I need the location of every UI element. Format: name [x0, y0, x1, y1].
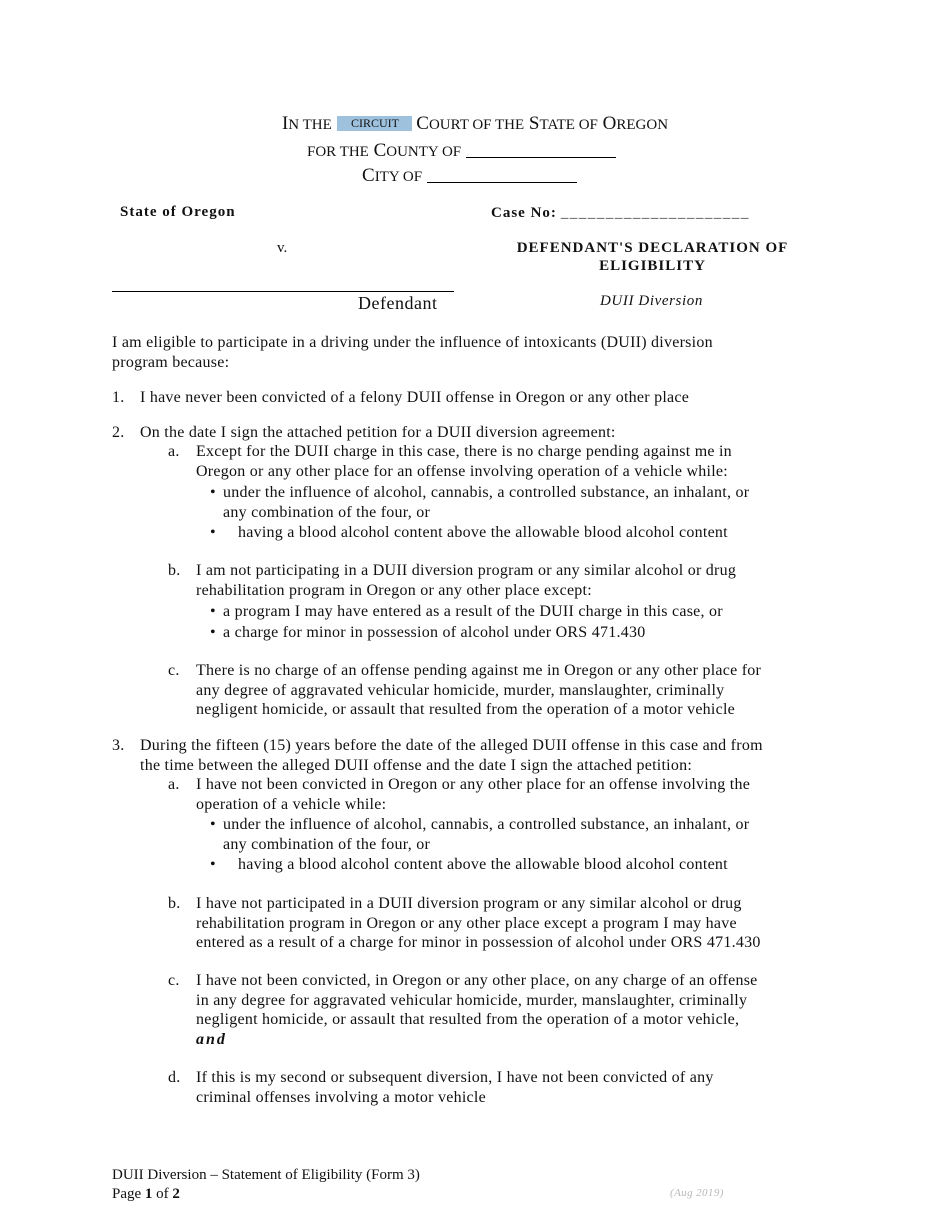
city-line: CITY OF — [362, 164, 577, 187]
county-field[interactable] — [466, 139, 616, 158]
case-number — [491, 204, 750, 222]
defendant-label: Defendant — [358, 293, 438, 313]
city-field[interactable] — [427, 164, 577, 183]
document-title: DEFENDANT'S DECLARATION OF ELIGIBILITY — [516, 240, 789, 274]
versus: v. — [277, 240, 288, 256]
subtitle: DUII Diversion — [600, 293, 703, 309]
bullet-icon: • — [210, 624, 216, 641]
bullet-icon: • — [210, 816, 216, 833]
page-number: Page 1 of 2 — [112, 1186, 180, 1202]
case-no-label: Case No: — [491, 205, 557, 221]
court-heading: IN THE CIRCUIT COURT OF THE STATE OF OREGON — [281, 113, 669, 134]
bullet-icon: • — [210, 524, 216, 541]
bullet-icon: • — [210, 484, 216, 501]
defendant-name-field[interactable] — [112, 291, 454, 292]
bullet-icon: • — [210, 856, 216, 873]
revision-date: (Aug 2019) — [670, 1187, 724, 1199]
intro: I am eligible to participate in a driving under the influence of intoxicants (DUII) diversion program because: — [112, 334, 713, 371]
footer-form-name: DUII Diversion – Statement of Eligibility (Form 3) — [112, 1167, 420, 1183]
plaintiff-name: State of Oregon — [120, 204, 236, 220]
footer — [112, 1166, 852, 1204]
court-type-field[interactable]: CIRCUIT — [337, 116, 412, 131]
case-no-field[interactable]: _____________________ — [560, 205, 750, 221]
county-line: FOR THE COUNTY OF — [307, 139, 616, 162]
bullet-icon: • — [210, 603, 216, 620]
